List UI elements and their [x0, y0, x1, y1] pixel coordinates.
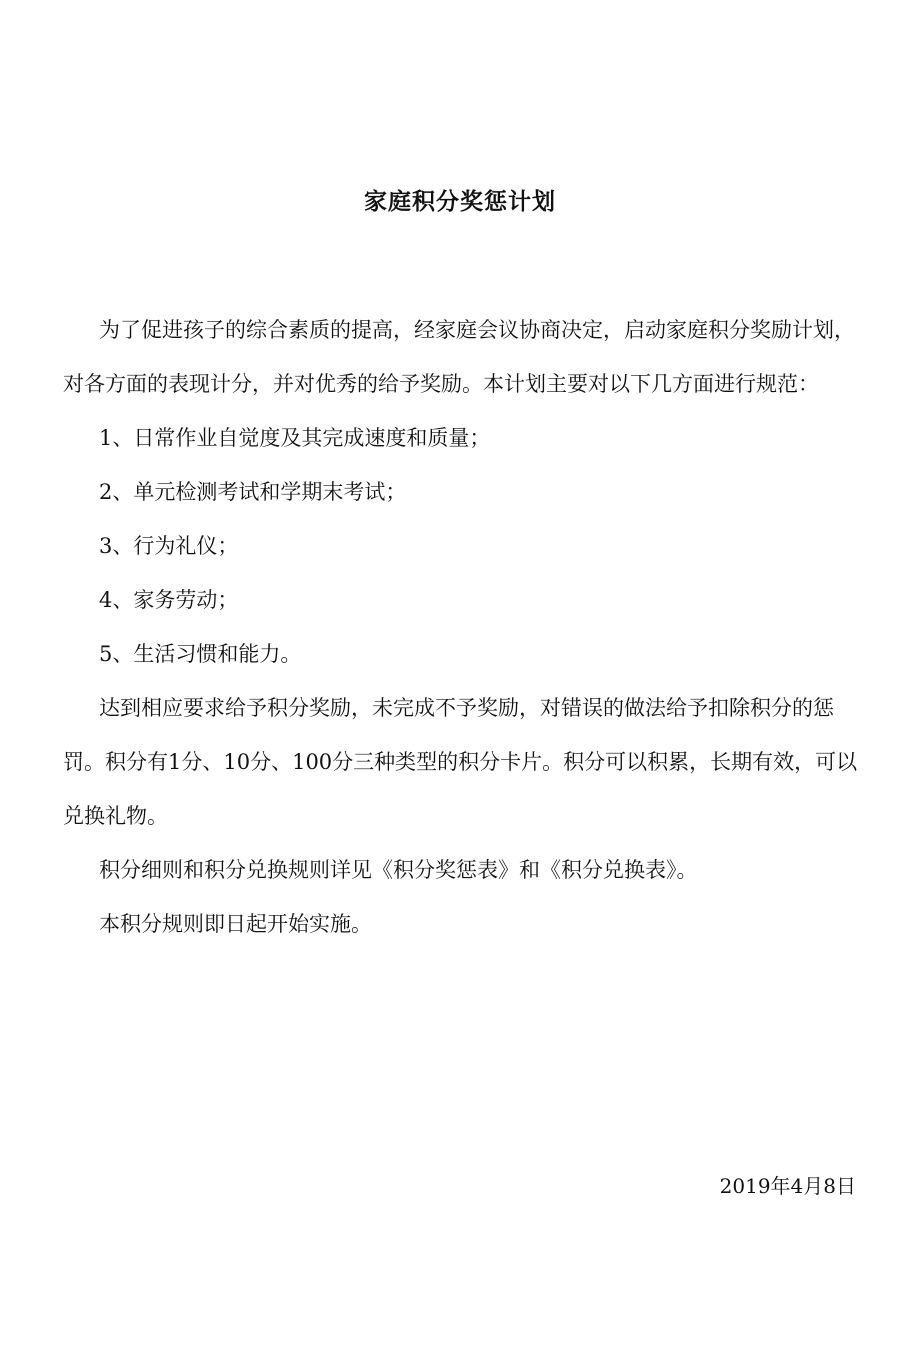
list-item: 5、生活习惯和能力。 — [99, 642, 302, 666]
list-item: 4、家务劳动； — [99, 588, 239, 612]
effective-paragraph: 本积分规则即日起开始实施。 — [99, 912, 372, 936]
list-item: 2、单元检测考试和学期末考试； — [99, 480, 407, 504]
document-date: 2019年4月8日 — [719, 1174, 856, 1198]
intro-paragraph: 为了促进孩子的综合素质的提高，经家庭会议协商决定，启动家庭积分奖励计划，对各方面的表现计分，并对优秀的给予奖励。本计划主要对以下几方面进行规范： — [63, 318, 855, 396]
document-title: 家庭积分奖惩计划 — [364, 189, 556, 215]
list-item: 1、日常作业自觉度及其完成速度和质量； — [99, 426, 491, 450]
rules-paragraph: 达到相应要求给予积分奖励，未完成不予奖励，对错误的做法给予扣除积分的惩罚。积分有1分、10分、100分三种类型的积分卡片。积分可以积累，长期有效，可以兑换礼物。 — [63, 696, 858, 828]
list-item: 3、行为礼仪； — [99, 534, 239, 558]
details-paragraph: 积分细则和积分兑换规则详见《积分奖惩表》和《积分兑换表》。 — [99, 858, 698, 882]
document-body — [63, 303, 859, 951]
